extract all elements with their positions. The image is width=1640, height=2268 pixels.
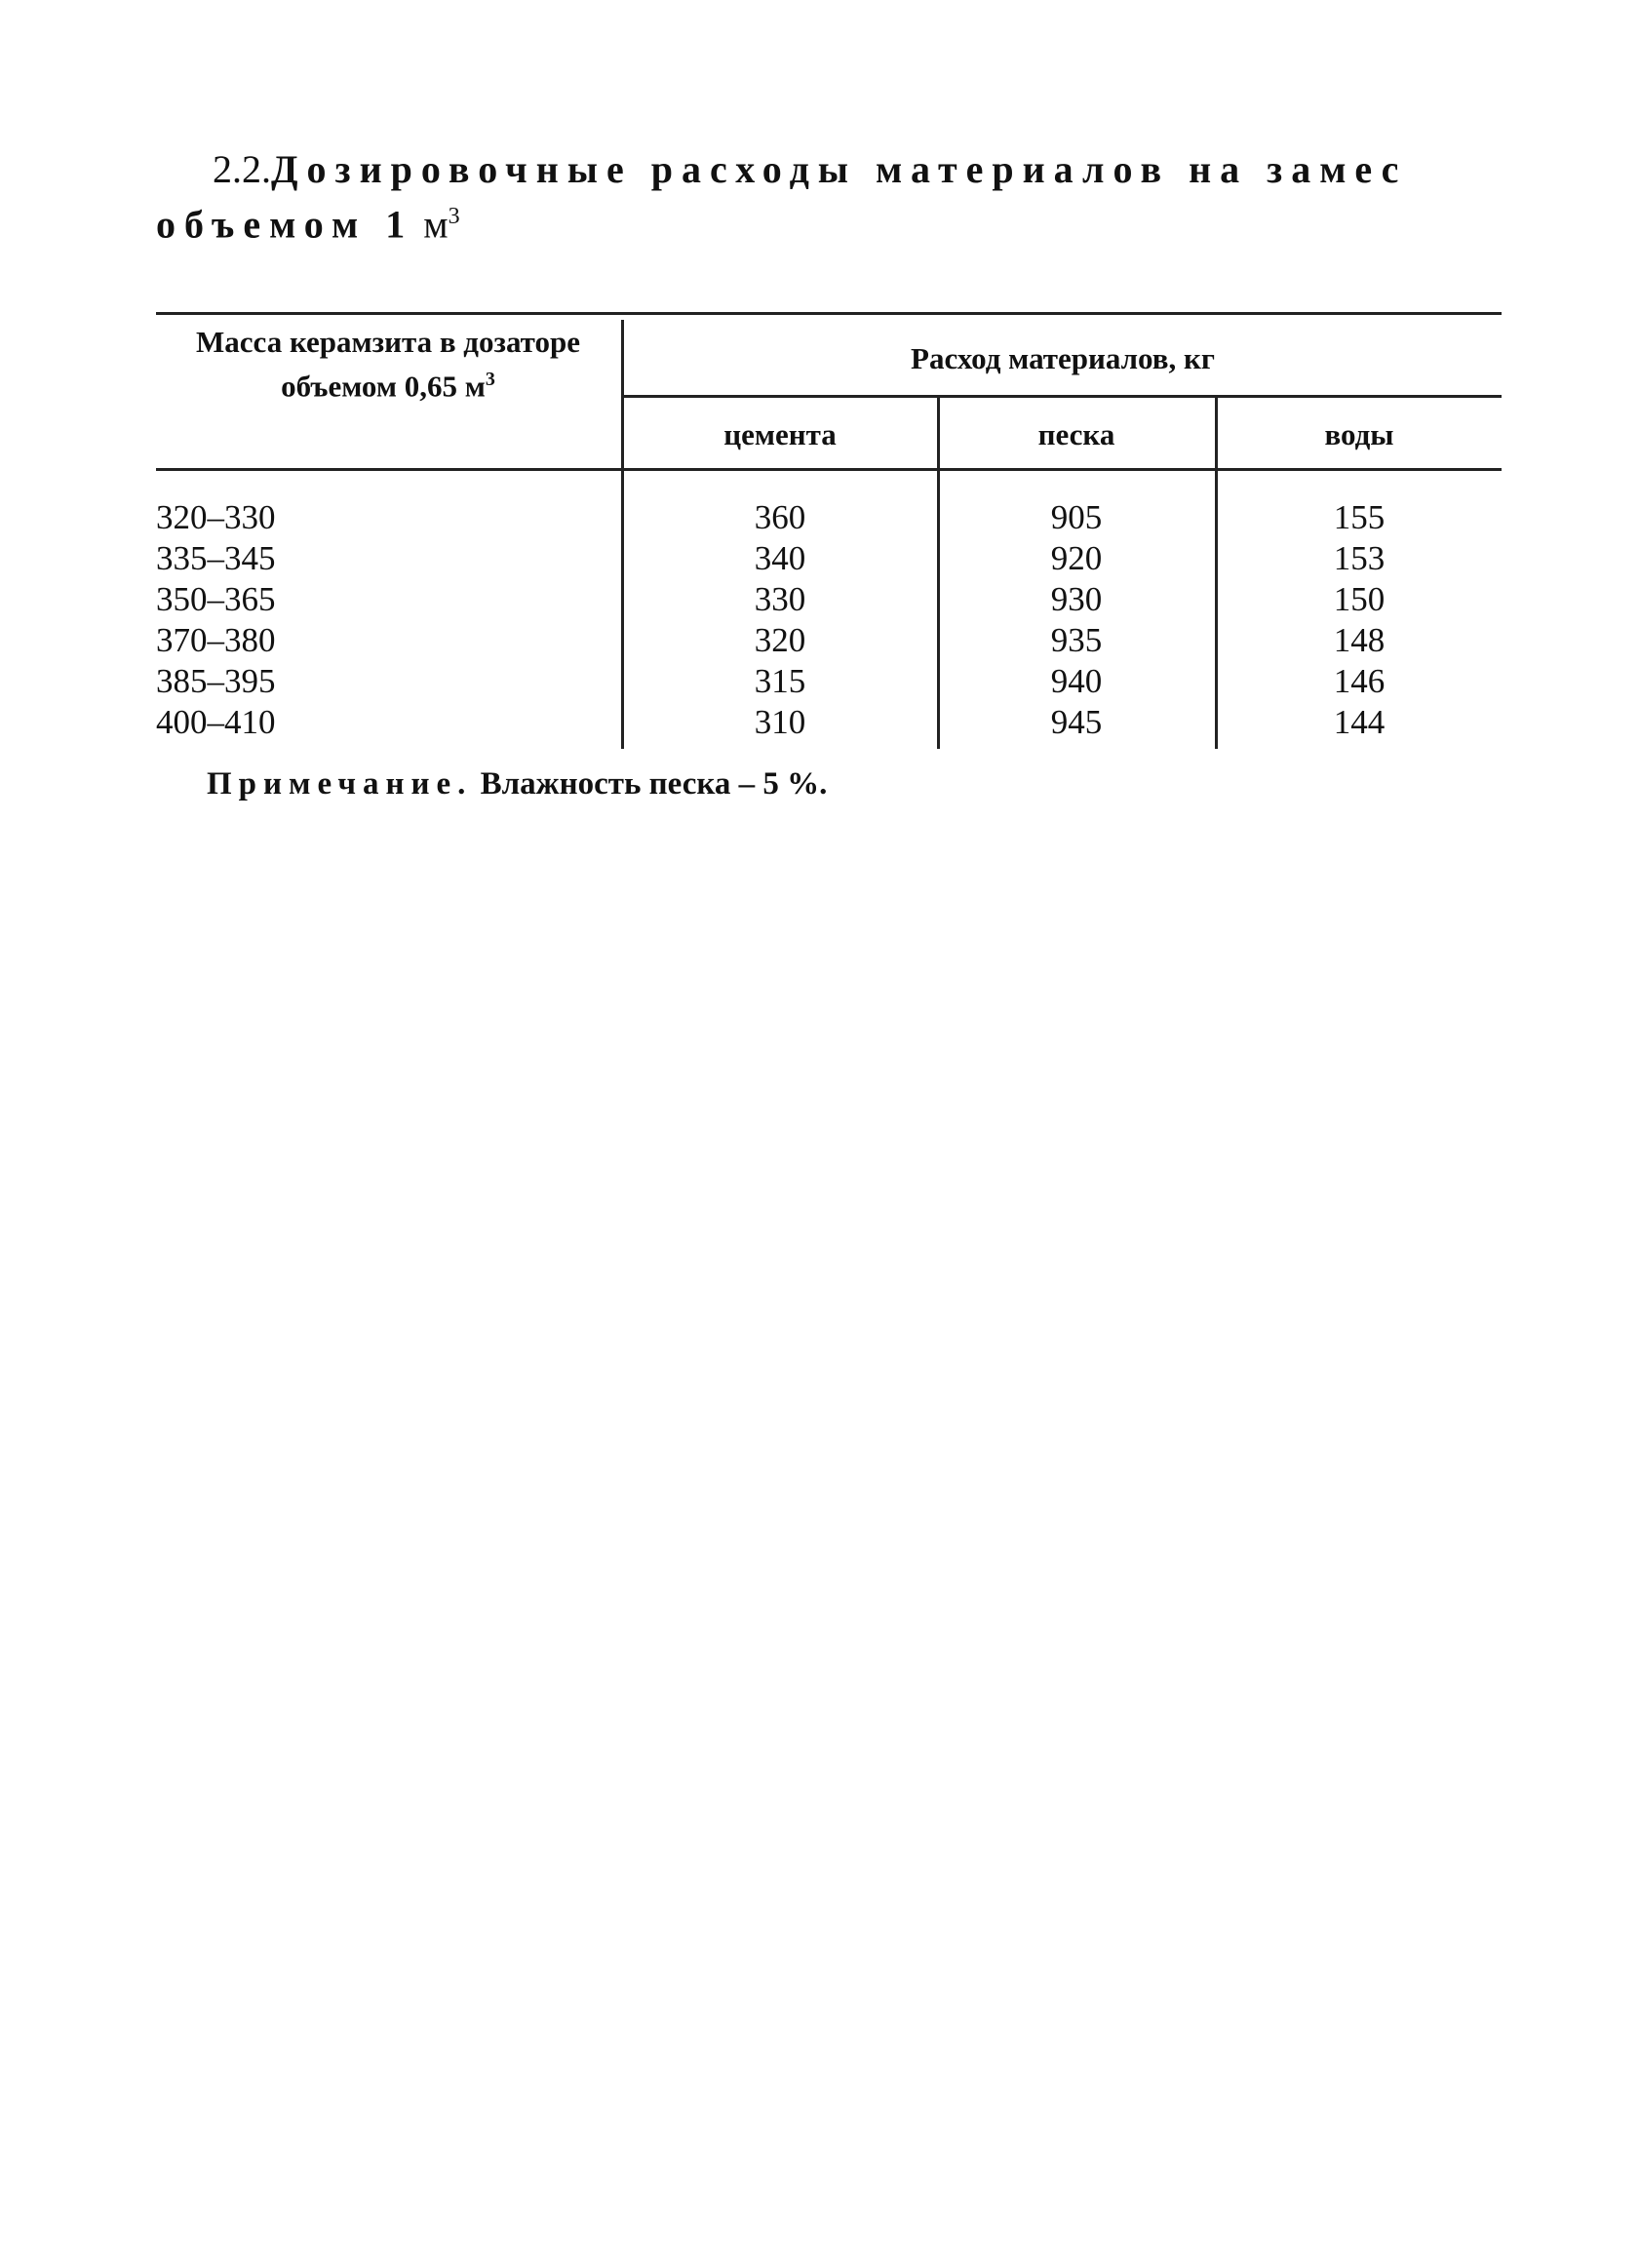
header-mass-sup: 3 [485,369,495,390]
unit: м [423,202,449,247]
table-row [156,620,1502,661]
note-text: Влажность песка – 5 %. [480,766,828,802]
cell-cement: 360 [754,498,806,536]
header-group: Расход материалов, кг [911,341,1215,375]
cell-mass: 320–330 [156,498,276,536]
cell-cement: 340 [754,539,806,577]
table-row [156,538,1502,579]
table-row [156,497,1502,538]
heading-line-2 [156,193,1521,248]
section-title-part1: Дозировочные расходы материалов на замес [271,147,1408,191]
header-cement: цемента [723,417,837,451]
table-row [156,579,1502,620]
cell-sand: 905 [1050,498,1103,536]
section-title-part2: объемом 1 [156,202,414,247]
heading-line-1 [156,146,1521,193]
section-heading [156,146,1521,248]
cell-cement: 330 [754,580,806,618]
header-mass-line1: Масса керамзита в дозаторе [196,325,580,359]
header-bottom-rule [156,468,1502,471]
cell-cement: 315 [754,662,806,700]
header-water: воды [1324,417,1394,451]
table-row [156,702,1502,743]
cell-water: 153 [1333,539,1386,577]
cell-water: 148 [1333,621,1386,659]
header-mass-line2: объемом 0,65 м [281,369,486,404]
table-body [156,497,1502,743]
cell-water: 144 [1333,703,1386,741]
header-mass [156,324,620,405]
cell-mass: 400–410 [156,703,276,741]
cell-cement: 310 [754,703,806,741]
cell-sand: 940 [1050,662,1103,700]
cell-mass: 350–365 [156,580,276,618]
cell-sand: 930 [1050,580,1103,618]
unit-superscript: 3 [448,204,460,229]
section-number: 2.2. [213,147,271,191]
table-note [207,766,827,802]
cell-mass: 385–395 [156,662,276,700]
cell-water: 155 [1333,498,1386,536]
cell-sand: 920 [1050,539,1103,577]
cell-sand: 935 [1050,621,1103,659]
table-row [156,661,1502,702]
cell-water: 150 [1333,580,1386,618]
cell-cement: 320 [754,621,806,659]
cell-mass: 370–380 [156,621,276,659]
table-top-rule [156,312,1502,315]
cell-mass: 335–345 [156,539,276,577]
cell-sand: 945 [1050,703,1103,741]
cell-water: 146 [1333,662,1386,700]
header-group-rule [622,395,1502,398]
note-label: Примечание. [207,766,473,802]
header-sand: песка [1037,417,1115,451]
